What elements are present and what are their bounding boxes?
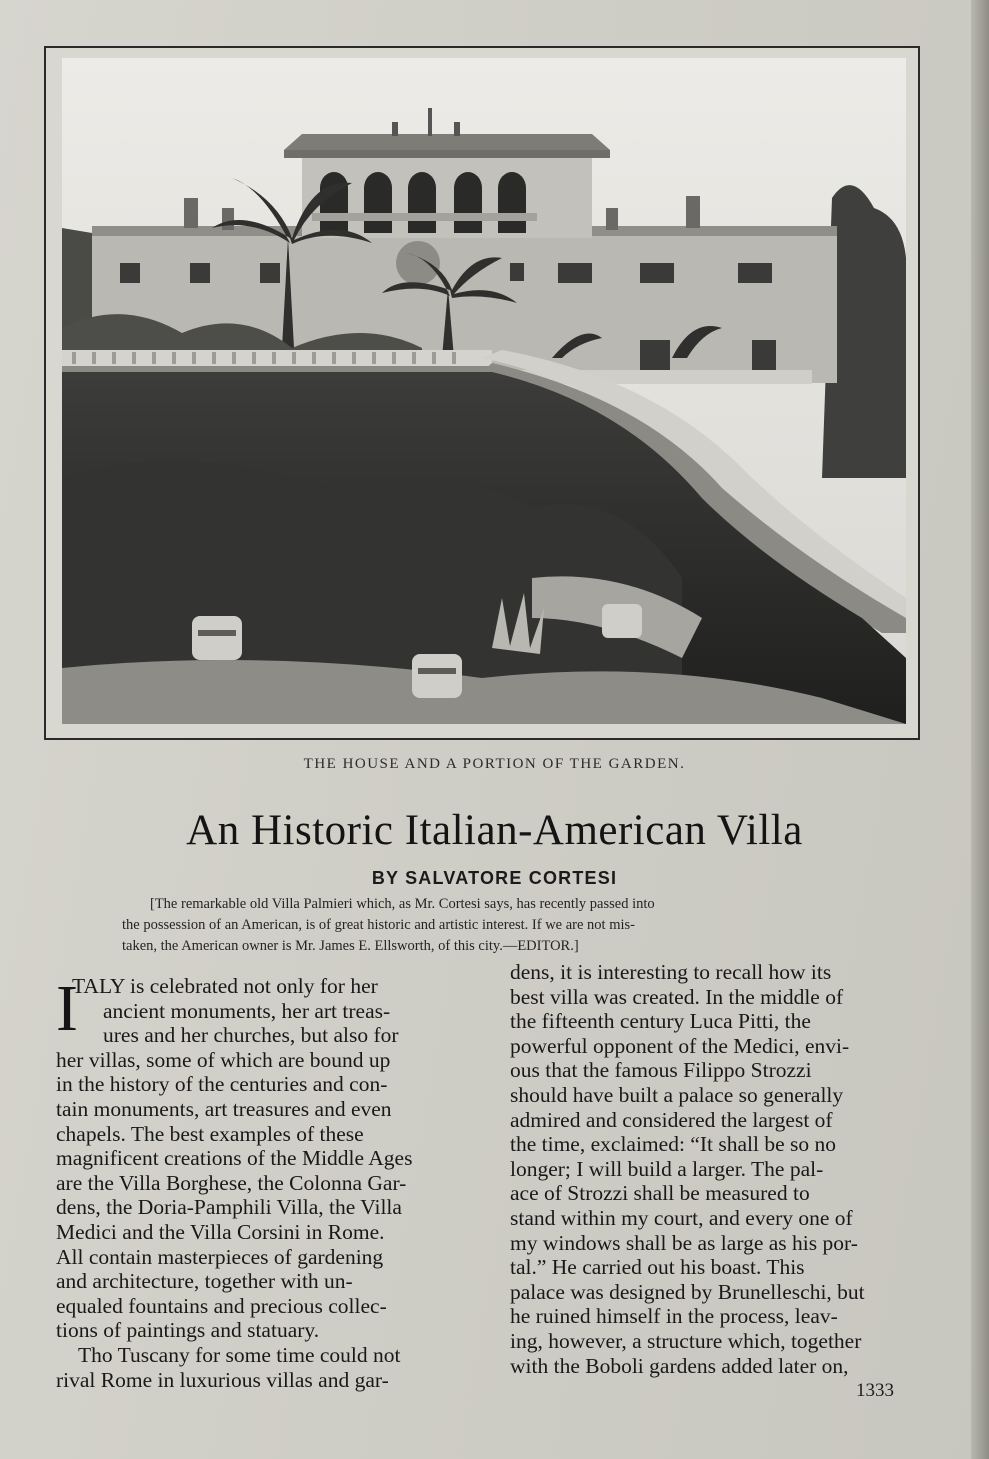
body-line: chapels. The best examples of these xyxy=(56,1121,364,1146)
body-line: her villas, some of which are bound up xyxy=(56,1047,391,1072)
body-line: are the Villa Borghese, the Colonna Gar- xyxy=(56,1170,407,1195)
article-byline: BY SALVATORE CORTESI xyxy=(371,868,618,888)
body-line: tal.” He carried out his boast. This xyxy=(510,1255,805,1280)
body-line: ancient monuments, her art treas- xyxy=(103,998,391,1023)
body-line: stand within my court, and every one of xyxy=(510,1205,853,1230)
body-line: longer; I will build a larger. The pal- xyxy=(510,1156,824,1181)
body-line: ing, however, a structure which, together xyxy=(510,1328,862,1353)
body-line: and architecture, together with un- xyxy=(56,1269,353,1294)
villa-photograph xyxy=(62,58,906,724)
body-line: rival Rome in luxurious villas and gar- xyxy=(56,1367,389,1392)
body-line: best villa was created. In the middle of xyxy=(510,984,844,1009)
body-line: dens, the Doria-Pamphili Villa, the Villa xyxy=(56,1195,402,1220)
body-line: TALY is celebrated not only for her xyxy=(72,974,378,998)
body-line: admired and considered the largest of xyxy=(510,1107,833,1132)
page-edge-shadow xyxy=(971,0,989,1459)
drop-cap: I xyxy=(56,972,78,1045)
body-line: Medici and the Villa Corsini in Rome. xyxy=(56,1219,385,1244)
body-line: ures and her churches, but also for xyxy=(103,1023,399,1048)
editor-note xyxy=(122,894,874,957)
article-title: An Historic Italian-American Villa xyxy=(186,807,803,854)
body-line: palace was designed by Brunelleschi, but xyxy=(510,1279,865,1304)
body-line: powerful opponent of the Medici, envi- xyxy=(510,1033,850,1058)
body-line: the time, exclaimed: “It shall be so no xyxy=(510,1132,836,1157)
body-line: ace of Strozzi shall be measured to xyxy=(510,1181,810,1206)
body-line: the fifteenth century Luca Pitti, the xyxy=(510,1009,811,1034)
editor-note-line: [The remarkable old Villa Palmieri which, as Mr. Cortesi says, has recently passed into xyxy=(150,896,655,912)
body-line: dens, it is interesting to recall how its xyxy=(510,960,832,984)
page-number: 1333 xyxy=(856,1380,894,1401)
photo-caption: THE HOUSE AND A PORTION OF THE GARDEN. xyxy=(303,756,686,772)
body-line: magnificent creations of the Middle Ages xyxy=(56,1146,413,1171)
body-line: tain monuments, art treasures and even xyxy=(56,1096,392,1121)
body-line: with the Boboli gardens added later on, xyxy=(510,1353,849,1378)
editor-note-line: the possession of an American, is of great historic and artistic interest. If we are not mis- xyxy=(122,917,635,933)
body-line: Tho Tuscany for some time could not xyxy=(78,1342,401,1367)
body-line: All contain masterpieces of gardening xyxy=(56,1244,384,1269)
body-line: ous that the famous Filippo Strozzi xyxy=(510,1058,812,1083)
body-line: tions of paintings and statuary. xyxy=(56,1318,320,1343)
body-line: equaled fountains and precious collec- xyxy=(56,1293,387,1318)
body-line: my windows shall be as large as his por- xyxy=(510,1230,858,1255)
editor-note-line: taken, the American owner is Mr. James E. Ellsworth, of this city.—EDITOR.] xyxy=(122,938,579,954)
body-line: he ruined himself in the process, leav- xyxy=(510,1304,838,1329)
body-column-left xyxy=(56,974,486,1392)
body-line: should have built a palace so generally xyxy=(510,1082,844,1107)
body-column-right xyxy=(510,960,936,1378)
body-line: in the history of the centuries and con- xyxy=(56,1072,388,1097)
